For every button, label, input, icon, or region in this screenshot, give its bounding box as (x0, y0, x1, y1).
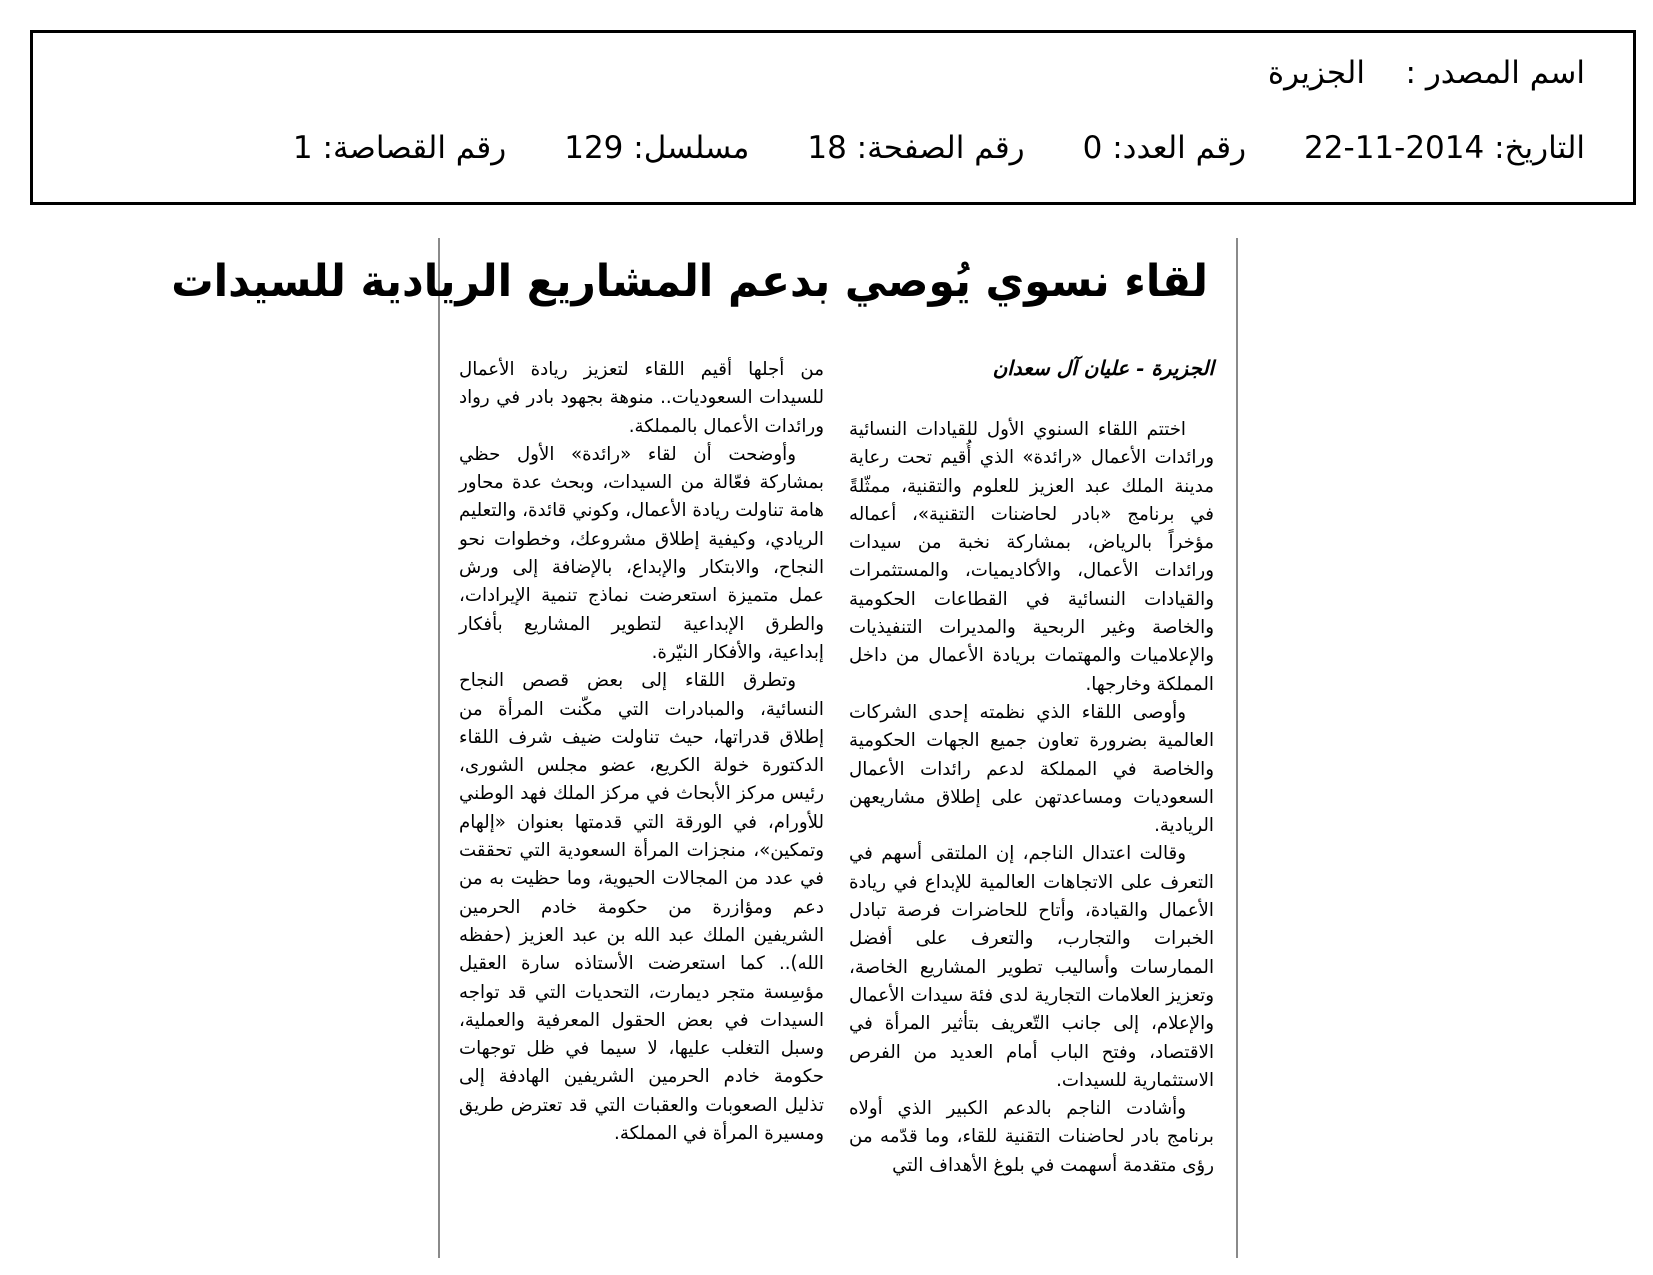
paragraph: وأوصى اللقاء الذي نظمته إحدى الشركات العالمية بضرورة تعاون جميع الجهات الحكومية والخاصة في المملكة لدعم رائدات الأعمال السعوديات ومساعدتهن على إطلاق مشاريعهن الريادية. (849, 701, 1214, 837)
article-column-right (849, 416, 1214, 1180)
article-column-left (459, 356, 824, 1148)
article-byline: الجزيرة - عليان آل سعدان (992, 356, 1214, 380)
paragraph: وتطرق اللقاء إلى بعض قصص النجاح النسائية، والمبادرات التي مكّنت المرأة من إطلاق قدراتها، حيث تناولت ضيف شرف اللقاء الدكتورة خولة الكريع، عضو مجلس الشورى، رئيس مركز الأبحاث في مركز الملك فهد الوطني للأورام، في الورقة التي قدمتها بعنوان «إلهام وتمكين»، منجزات المرأة السعودية التي تحققت في عدد من المجالات الحيوية، وما حظيت به من دعم ومؤازرة من حكومة خادم الحرمين الشريفين الملك عبد الله بن عبد العزيز (حفظه الله).. كما استعرضت الأستاذه سارة العقيل مؤسِسة متجر ديمارت، التحديات التي قد تواجه السيدات في بعض الحقول المعرفية والعملية، وسبل التغلب عليها، لا سيما في ظل توجهات حكومة خادم الحرمين الشريفين الهادفة إلى تذليل الصعوبات والعقبات التي قد تعترض طريق ومسيرة المرأة في المملكة. (459, 670, 824, 1145)
issue-number-field: رقم العدد: 0 (1082, 130, 1247, 166)
issue-details-row (73, 130, 1585, 166)
article-headline: لقاء نسوي يُوصي بدعم المشاريع الريادية للسيدات (171, 256, 1209, 307)
paragraph: من أجلها أقيم اللقاء لتعزيز ريادة الأعمال للسيدات السعوديات.. منوهة بجهود بادر في رواد ورائدات الأعمال بالمملكة. (459, 359, 824, 437)
source-metadata-box (30, 30, 1636, 205)
paragraph: اختتم اللقاء السنوي الأول للقيادات النسائية ورائدات الأعمال «رائدة» الذي أُقيم تحت رعاية مدينة الملك عبد العزيز للعلوم والتقنية، ممثّلةً في برنامج «بادر لحاضنات التقنية»، أعماله مؤخراً بالرياض، بمشاركة نخبة من سيدات ورائدات الأعمال، والأكاديميات، والمستثمرات والقيادات النسائية في القطاعات الحكومية والخاصة وغير الربحية والمديرات التنفيذيات والإعلاميات والمهتمات بريادة الأعمال من داخل المملكة وخارجها. (849, 419, 1214, 695)
source-label: اسم المصدر : (1405, 55, 1585, 91)
paragraph: وأشادت الناجم بالدعم الكبير الذي أولاه برنامج بادر لحاضنات التقنية للقاء، وما قدّمه من رؤى متقدمة أسهمت في بلوغ الأهداف التي (849, 1098, 1214, 1176)
source-value: الجزيرة (1267, 55, 1365, 91)
clip-number-field: رقم القصاصة: 1 (292, 130, 507, 166)
page-number-field: رقم الصفحة: 18 (807, 130, 1025, 166)
newspaper-clipping (171, 238, 1238, 1258)
date-field: التاريخ: 2014-11-22 (1304, 130, 1585, 166)
paragraph: وأوضحت أن لقاء «رائدة» الأول حظي بمشاركة فعّالة من السيدات، وبحث عدة محاور هامة تناولت ريادة الأعمال، وكوني قائدة، والتعليم الريادي، وكيفية إطلاق مشروعك، وخطوات نحو النجاح، والابتكار والإبداع، بالإضافة إلى ورش عمل متميزة استعرضت نماذج تنمية الإيرادات، والطرق الإبداعية لتطوير المشاريع بأفكار إبداعية، والأفكار النيّرة. (459, 443, 824, 663)
paragraph: وقالت اعتدال الناجم، إن الملتقى أسهم في التعرف على الاتجاهات العالمية للإبداع في ريادة الأعمال والقيادة، وأتاح للحاضرات فرصة تبادل الخبرات والتجارب، والتعرف على أفضل الممارسات وأساليب تطوير المشاريع الخاصة، وتعزيز العلامات التجارية لدى فئة سيدات الأعمال والإعلام، إلى جانب التّعريف بتأثير المرأة في الاقتصاد، وفتح الباب أمام العديد من الفرص الاستثمارية للسيدات. (849, 843, 1214, 1091)
source-row (73, 55, 1585, 91)
serial-field: مسلسل: 129 (564, 130, 750, 166)
